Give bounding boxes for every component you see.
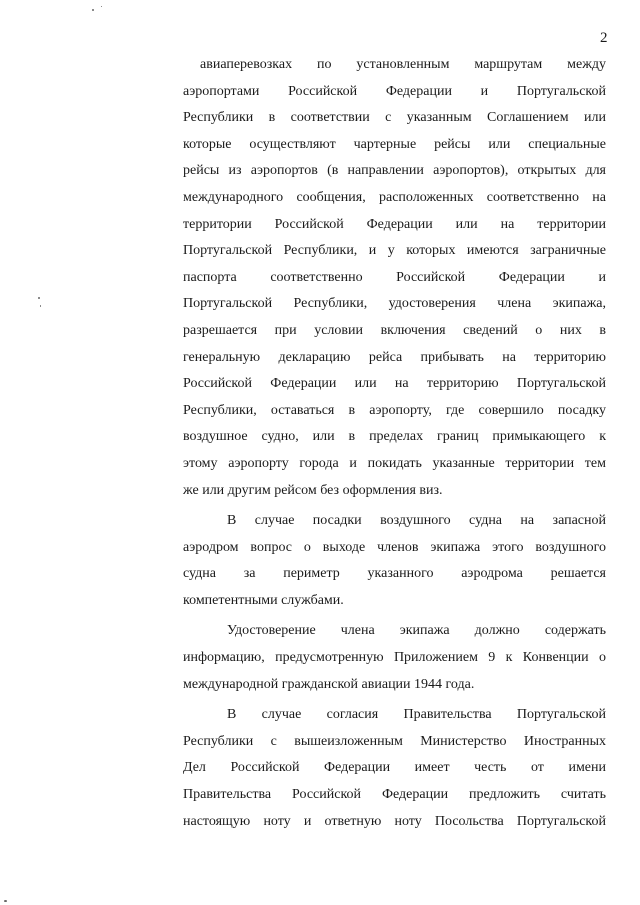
text-line: компетентными службами. (183, 592, 344, 608)
text-line: же или другим рейсом без оформления виз. (183, 482, 443, 498)
text-line: настоящую ноту и ответную ноту Посольства Португальской (183, 813, 606, 829)
text-line: Португальской Республики, и у которых имеются заграничные (183, 243, 606, 259)
text-line: информацию, предусмотренную Приложением 9 к Конвенции о (183, 650, 606, 666)
text-line: аэропортами Российской Федерации и Португальской (183, 83, 606, 99)
text-line: разрешается при условии включения сведений о них в (183, 322, 606, 338)
scan-speck (92, 9, 94, 11)
text-line: территории Российской Федерации или на территории (183, 216, 606, 232)
scan-speck (40, 305, 41, 307)
text-line: которые осуществляют чартерные рейсы или специальные (183, 136, 606, 152)
text-line: Дел Российской Федерации имеет честь от имени (183, 760, 606, 776)
text-line: Португальской Республики, удостоверения члена экипажа, (183, 296, 606, 312)
page-number: 2 (600, 30, 608, 46)
text-line: Республики в соответствии с указанным Соглашением или (183, 110, 606, 126)
text-line: В случае посадки воздушного судна на запасной (227, 513, 606, 529)
text-line: Республики, оставаться в аэропорту, где совершило посадку (183, 402, 606, 418)
text-line: Российской Федерации или на территорию Португальской (183, 376, 606, 392)
text-line: судна за периметр указанного аэродрома решается (183, 566, 606, 582)
text-line: международной гражданской авиации 1944 года. (183, 676, 475, 692)
text-line: Республики с вышеизложенным Министерство Иностранных (183, 733, 606, 749)
text-line: Удостоверение члена экипажа должно содержать (227, 623, 606, 639)
text-line: паспорта соответственно Российской Федерации и (183, 269, 606, 285)
text-line: воздушное судно, или в пределах границ примыкающего к (183, 429, 606, 445)
text-line: В случае согласия Правительства Португальской (227, 707, 606, 723)
text-line: международного сообщения, расположенных соответственно на (183, 189, 606, 205)
text-line: этому аэропорту города и покидать указанные территории тем (183, 455, 606, 471)
scan-speck (38, 297, 40, 299)
scan-speck (4, 900, 7, 902)
text-line: генеральную декларацию рейса прибывать на территорию (183, 349, 606, 365)
text-line: авиаперевозках по установленным маршрутам между (200, 57, 606, 72)
text-line: аэродром вопрос о выходе членов экипажа этого воздушного (183, 539, 606, 555)
text-line: Правительства Российской Федерации предложить считать (183, 787, 606, 803)
document-body (183, 52, 606, 835)
scan-speck (101, 6, 102, 7)
text-line: рейсы из аэропортов (в направлении аэропортов), открытых для (183, 163, 606, 179)
